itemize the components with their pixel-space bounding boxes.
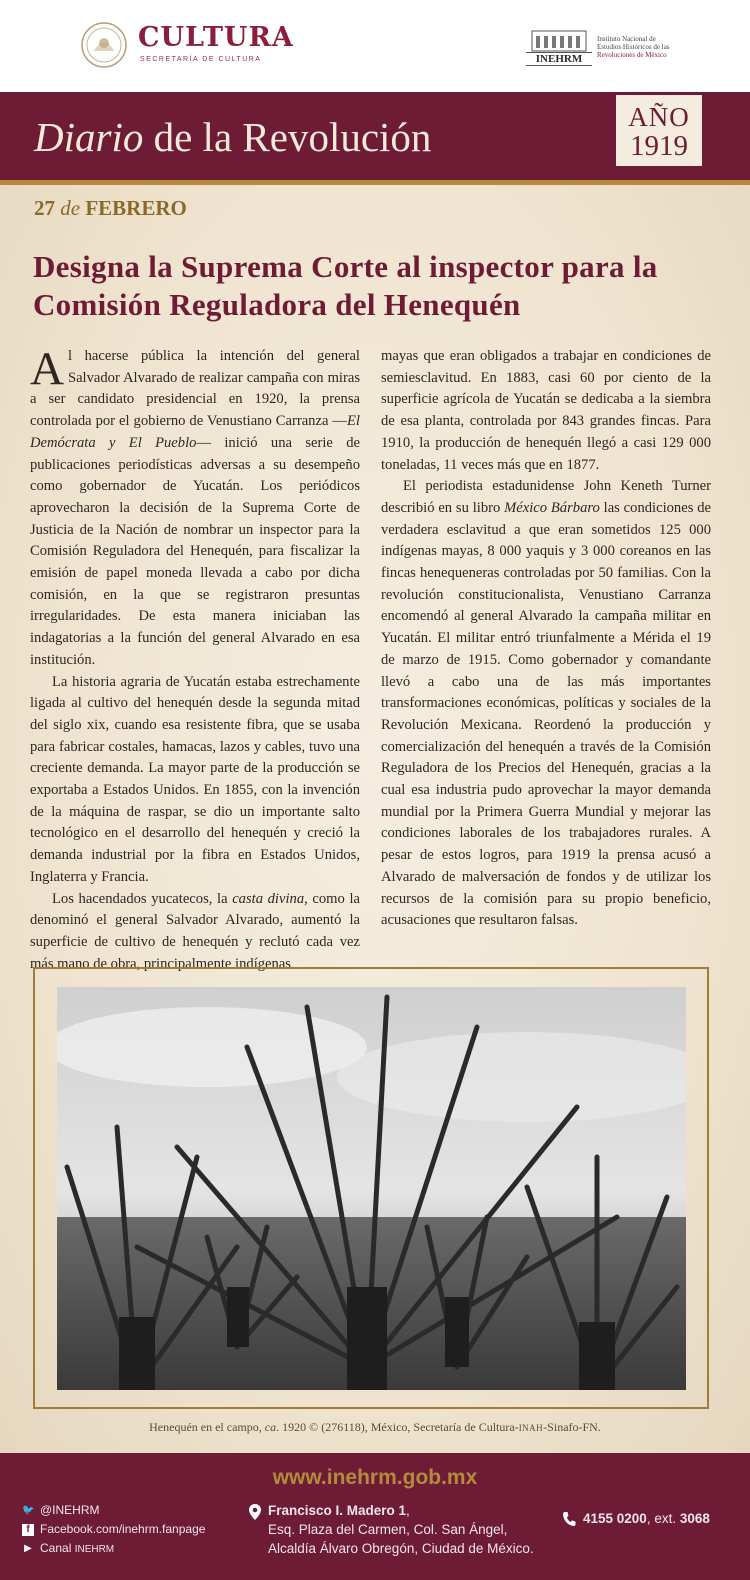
paragraph-4: El periodista estadunidense John Keneth Turner describió en su libro México Bárbaro las condiciones de verdadera esclavitud a que eran sometidos 125 000 indígenas mayas, 8 000 yaquis y 3 000 coreanos en las fincas henequeneras controladas por 50 familias. Con la revolución constitucionalista, Venustiano Carranza encomendó al general Alvarado la campaña militar en Yucatán. El militar entró triunfalmente a Mérida el 19 de marzo de 1915. Como gobernador y comandante llevó a cabo una de las más importantes transformaciones económicas, políticas y sociales de la Revolución Mexicana. Reordenó la producción y comercialización del henequén a través de la Comisión Reguladora de los Precios del Henequén, gracias a la cual esa industria pudo aprovechar la mayor demanda mundial por la Primera Guerra Mundial y mejorar las condiciones laborales de los trabajadores rurales. A pesar de estos logros, para 1919 la prensa acusó a Alvarado de malversación de fondos y de utilizar los recursos de la comisión para su propio beneficio, acusaciones que resultaron falsas. [381,478,711,929]
phone-icon [562,1511,576,1527]
paragraph-3: Los hacendados yucatecos, la casta divina, como la denominó el general Salvador Alvarado, aumentó la superficie de cultivo de henequén y reclutó cada vez más mano de obra, principalmente indígenas [30,890,360,972]
paragraph-1: Al hacerse pública la intención del general Salvador Alvarado de realizar campaña con miras a ser candidato presidencial en 1920, la prensa controlada por el gobierno de Venustiano Carranza —El Demócrata y El Pueblo— inició una serie de publicaciones periodísticas adversas a su desempeño como gobernador de Yucatán. Los periódicos aprovecharon la decisión de la Suprema Corte de Justicia de la Nación de nombrar un inspector para la Comisión Reguladora del Henequén, para fiscalizar la emisión de papel moneda llevada a cabo por dicha comisión, en la que se registraron presuntas irregularidades. De esta manera iniciaban las indagatorias a la función del general Alvarado en esa institución. [30,343,360,668]
facebook-link[interactable]: f Facebook.com/inehrm.fanpage [22,1520,205,1539]
phone-number[interactable]: 4155 0200, ext. 3068 [583,1511,710,1526]
cultura-subtitle: SECRETARÍA DE CULTURA [140,56,262,63]
article-headline: Designa la Suprema Corte al inspector para la Comisión Reguladora del Henequén [33,249,658,322]
article-column-right [381,346,711,932]
year-label: AÑO [628,102,690,132]
twitter-icon: 🐦 [22,1504,35,1516]
drop-cap: A [30,343,64,395]
social-links [22,1501,205,1559]
facebook-icon: f [22,1524,34,1536]
article-column-left [30,343,360,975]
cultura-title: CULTURA [138,22,294,53]
youtube-link[interactable]: ▶ Canal INEHRM [22,1539,205,1559]
year-value: 1919 [630,130,688,162]
mexico-seal-logo [80,21,128,69]
paragraph-3-continued: mayas que eran obligados a trabajar en condiciones de semiesclavitud. En 1883, casi 60 por ciento de la superficie agrícola de Yucatán se dedicaba a la siembra de esa planta, controlada por 843 grandes fincas. Para 1910, la producción de henequén llegó a casi 129 000 toneladas, 11 veces más que en 1877. [381,348,711,473]
inehrm-name: INEHRM [526,52,592,66]
article-date: 27 de FEBRERO [34,196,187,220]
twitter-link[interactable]: 🐦 @INEHRM [22,1503,100,1517]
photo-caption: Henequén en el campo, ca. 1920 © (276118), México, Secretaría de Cultura-INAH-Sinafo-FN. [149,1420,601,1434]
year-box [616,95,702,166]
youtube-icon: ▶ [24,1543,32,1554]
henequen-field-photo [57,987,686,1390]
location-pin-icon [249,1504,261,1520]
inehrm-description: Instituto Nacional de Estudios Históricos de las Revoluciones de México [597,35,670,59]
publication-title: Diario de la Revolución [34,114,432,160]
paragraph-2: La historia agraria de Yucatán estaba estrechamente ligada al cultivo del henequén desde la segunda mitad del siglo xix, cuando esa resistente fibra, que se usaba para fabricar costales, hamacas, lazos y cables, tuvo una creciente demanda. La mayor parte de la producción se exportaba a Estados Unidos. En 1855, con la invención de la máquina de raspar, se dio un importante salto tecnológico en el desarrollo del henequén y creció la demanda industrial por la fibra en Estados Unidos, Inglaterra y Francia. [30,673,360,885]
website-link[interactable]: www.inehrm.gob.mx [272,1466,478,1489]
address: Francisco I. Madero 1, Esq. Plaza del Carmen, Col. San Ángel, Alcaldía Álvaro Obregón, Ciudad de México. [268,1503,534,1556]
